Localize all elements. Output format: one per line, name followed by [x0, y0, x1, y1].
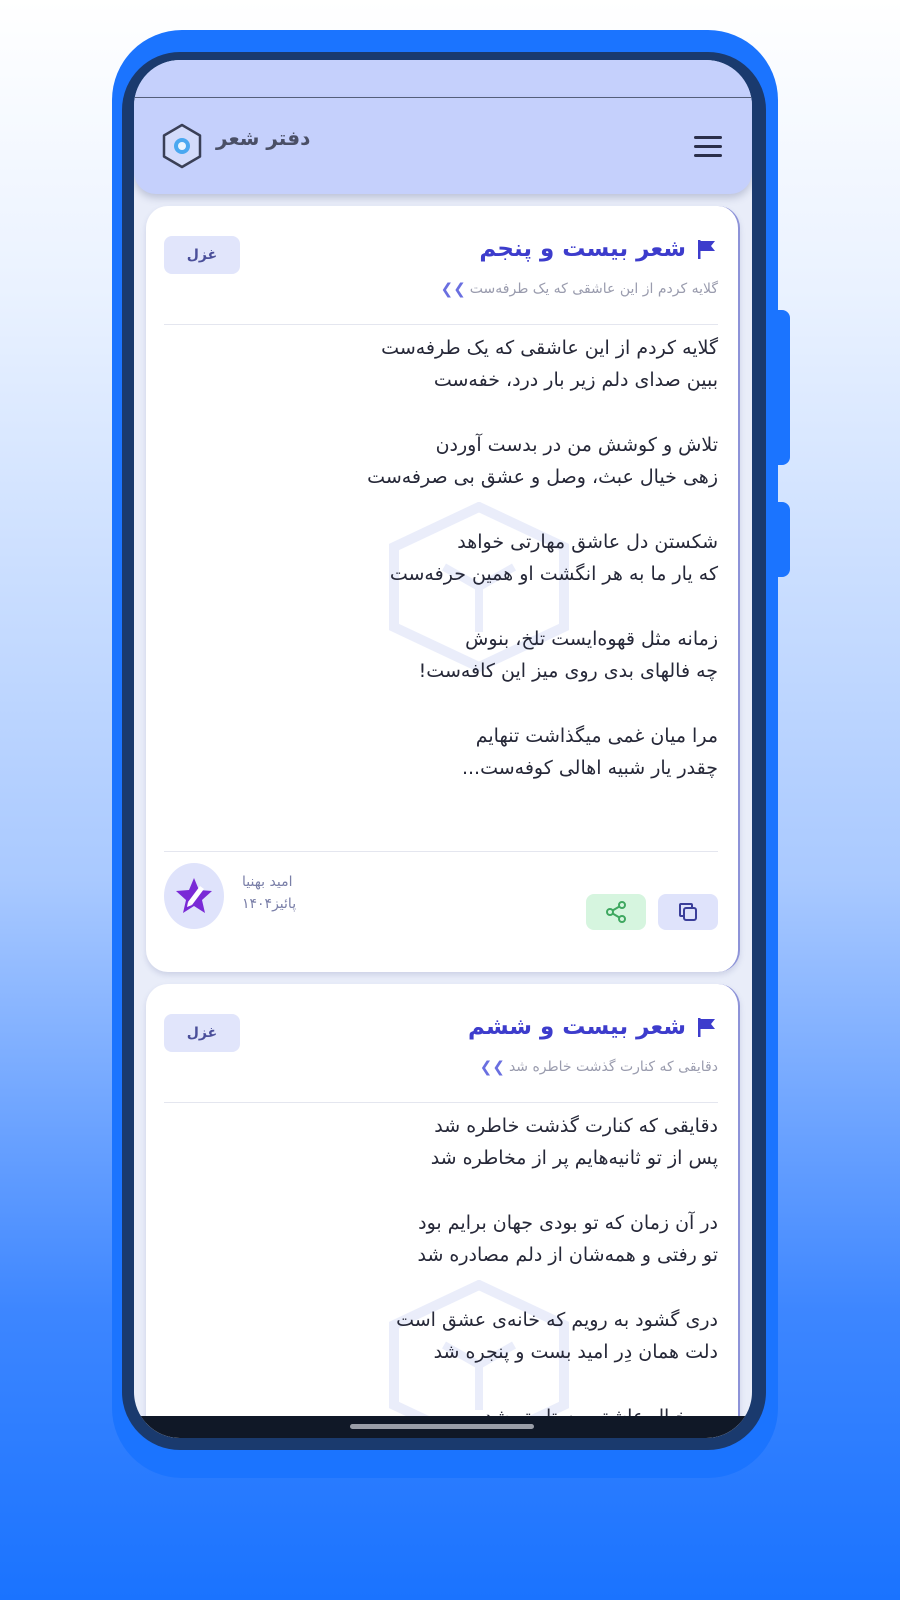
poem-line: دلت همان دِر امید بست و پنجره شد	[433, 1341, 718, 1363]
pen-star-icon	[172, 874, 216, 918]
poem-body	[198, 1110, 718, 1438]
stanza	[198, 1304, 718, 1368]
poem-line: گلایه کردم از این عاشقی که یک طرفه‌ست	[381, 337, 718, 359]
poem-line: مرا میان غمی میگذاشت تنهایم	[475, 725, 718, 747]
poem-title-row	[479, 236, 718, 262]
divider	[164, 324, 718, 325]
share-icon	[604, 900, 628, 924]
stanza	[198, 332, 718, 396]
hexagon-logo-icon	[160, 122, 204, 170]
poem-title-row	[468, 1014, 718, 1040]
poem-line: تو رفتی و همه‌شان از دلم مصادره شد	[417, 1244, 718, 1266]
poem-line: چقدر یار شبیه اهالی کوفه‌ست...	[461, 757, 718, 779]
app-title: دفتر شعر	[216, 126, 311, 150]
navigation-bar	[134, 1416, 752, 1438]
stanza	[198, 1110, 718, 1174]
poem-body	[198, 332, 718, 817]
poem-line: شکستن دل عاشق مهارتی خواهد	[457, 531, 718, 553]
home-indicator[interactable]	[350, 1424, 534, 1429]
genre-tag[interactable]: غزل	[164, 1014, 240, 1052]
poem-line: در آن زمان که تو بودی جهان برایم بود	[418, 1212, 718, 1234]
status-bar	[134, 60, 752, 98]
poem-subtitle: گلایه کردم از این عاشقی که یک طرفه‌ست	[469, 281, 718, 297]
poem-subtitle-row	[480, 1058, 718, 1076]
divider	[164, 1102, 718, 1103]
poem-card	[146, 206, 740, 972]
hamburger-menu-icon[interactable]	[694, 136, 722, 158]
stanza	[198, 623, 718, 687]
poem-card	[146, 984, 740, 1438]
poem-line: چه فالهای بدی روی میز این کافه‌ست!	[418, 660, 718, 682]
poem-subtitle-row	[441, 280, 718, 298]
stanza	[198, 429, 718, 493]
stanza	[198, 1207, 718, 1271]
flag-icon	[694, 1015, 718, 1039]
double-chevron-quote-icon: ❯❯	[479, 1058, 505, 1076]
app-header	[134, 98, 752, 194]
poem-title: شعر بیست و پنجم	[479, 236, 686, 262]
poem-line: ببین صدای دلم زیر بار درد، خفه‌ست	[433, 369, 718, 391]
double-chevron-quote-icon: ❯❯	[440, 280, 466, 298]
poem-date: پائیز۱۴۰۴	[242, 896, 297, 912]
author-name: امید بهنیا	[242, 874, 293, 890]
phone-screen	[134, 60, 752, 1438]
poem-line: تلاش و کوشش من در بدست آوردن	[435, 434, 718, 456]
stanza	[198, 720, 718, 784]
poem-line: که یار ما به هر انگشت او همین حرفه‌ست	[389, 563, 718, 585]
stanza	[198, 526, 718, 590]
poem-subtitle: دقایقی که کنارت گذشت خاطره شد	[508, 1059, 718, 1075]
poem-line: دری گشود به رویم که خانه‌ی عشق است	[396, 1309, 718, 1331]
genre-tag[interactable]: غزل	[164, 236, 240, 274]
poem-line: پس از تو ثانیه‌هایم پر از مخاطره شد	[430, 1147, 718, 1169]
power-button	[776, 502, 790, 577]
copy-icon	[676, 900, 700, 924]
poem-line: دقایقی که کنارت گذشت خاطره شد	[434, 1115, 718, 1137]
volume-button	[776, 310, 790, 465]
poem-title: شعر بیست و ششم	[467, 1014, 686, 1040]
poem-line: زمانه مثل قهوه‌ایست تلخ، بنوش	[465, 628, 718, 650]
divider	[164, 851, 718, 852]
poem-line: زهی خیال عبث، وصل و عشق بی صرفه‌ست	[367, 466, 718, 488]
avatar	[164, 863, 224, 929]
flag-icon	[694, 237, 718, 261]
copy-button[interactable]	[658, 894, 718, 930]
share-button[interactable]	[586, 894, 646, 930]
